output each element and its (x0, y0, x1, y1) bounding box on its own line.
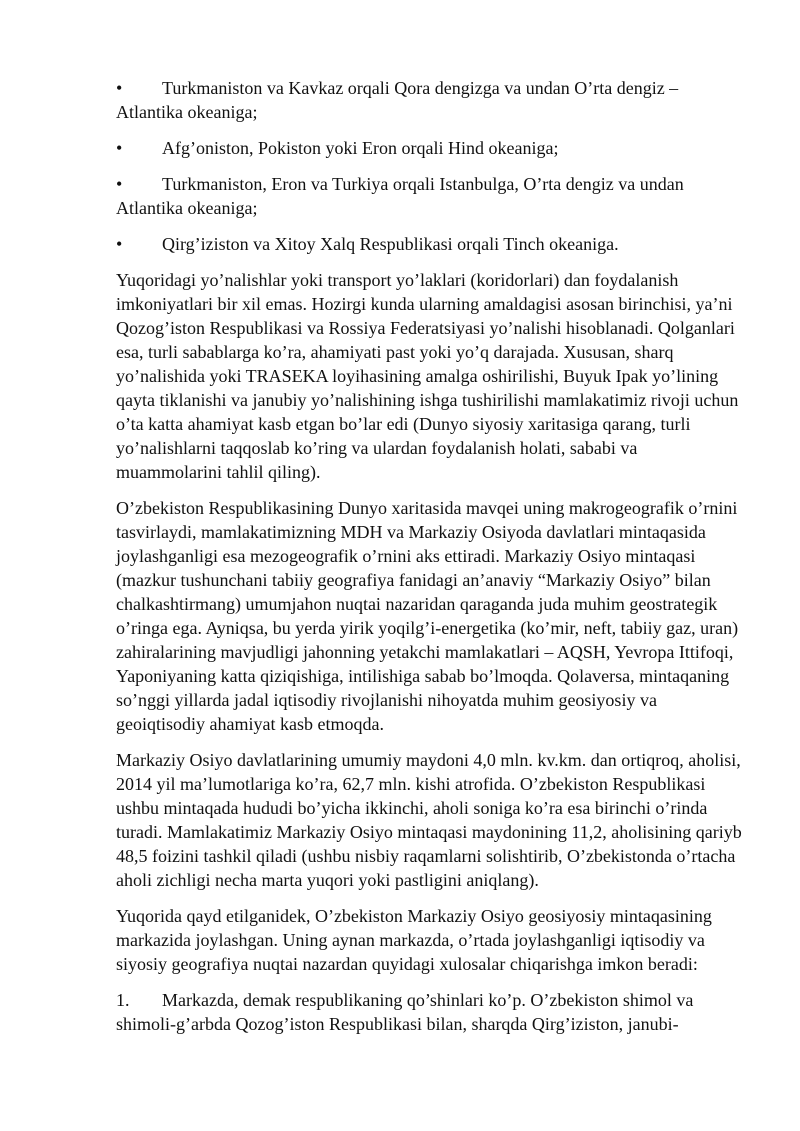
bullet-item (116, 172, 745, 220)
bullet-text: Qirg’iziston va Xitoy Xalq Respublikasi orqali Tinch okeaniga. (162, 234, 619, 254)
numbered-item (116, 988, 745, 1036)
paragraph-central-asia-stats: Markaziy Osiyo davlatlarining umumiy maydoni 4,0 mln. kv.km. dan ortiqroq, aholisi, 2014 yil ma’lumotlariga ko’ra, 62,7 mln. kishi atrofida. O’zbekiston Respublikasi ushbu mintaqada hududi bo’yicha ikkinchi, aholi soniga ko’ra esa birinchi o’rinda turadi. Mamlakatimiz Markaziy Osiyo mintaqasi maydonining 11,2, aholisining qariyb 48,5 foizini tashkil qiladi (ushbu nisbiy raqamlarni solishtirib, O’zbekistonda o’rtacha aholi zichligi necha marta yuqori yoki pastligini aniqlang). (116, 750, 742, 890)
paragraph-transport-corridors: Yuqoridagi yo’nalishlar yoki transport yo’laklari (koridorlari) dan foydalanish imkoniyatlari bir xil emas. Hozirgi kunda ularning amaldagisi asosan birinchisi, ya’ni Qozog’iston Respublikasi va Rossiya Federatsiyasi yo’nalishi hisoblanadi. Qolganlari esa, turli sabablarga ko’ra, ahamiyati past yoki yo’q darajada. Xususan, sharq yo’nalishida yoki TRASEKA loyihasining amalga oshirilishi, Buyuk Ipak yo’lining qayta tiklanishi va janubiy yo’nalishining ishga tushirilishi mamlakatimiz rivoji uchun o’ta katta ahamiyat kasb etgan bo’lar edi (Dunyo siyosiy xaritasiga qarang, turli yo’nalishlarni taqqoslab ko’ring va ulardan foydalanish holati, sababi va muammolarini tahlil qiling). (116, 270, 739, 482)
bullet-item (116, 76, 745, 124)
bullet-item (116, 136, 745, 160)
bullet-text: Turkmaniston, Eron va Turkiya orqali Istanbulga, O’rta dengiz va undan Atlantika okeaniga; (116, 174, 684, 218)
bullet-marker: • (116, 234, 123, 254)
bullet-item (116, 232, 745, 256)
bullet-marker: • (116, 78, 123, 98)
bullet-marker: • (116, 174, 123, 194)
item-number: 1. (116, 990, 130, 1010)
bullet-marker: • (116, 138, 123, 158)
numbered-item-text: Markazda, demak respublikaning qo’shinlari ko’p. O’zbekiston shimol va shimoli-g’arbda Qozog’iston Respublikasi bilan, sharqda Qirg’iziston, janubi- (116, 990, 694, 1034)
paragraph-geographic-position: O’zbekiston Respublikasining Dunyo xaritasida mavqei uning makrogeografik o’rnini tasvirlaydi, mamlakatimizning MDH va Markaziy Osiyoda davlatlari mintaqasida joylashganligi esa mezogeografik o’rnini aks ettiradi. Markaziy Osiyo mintaqasi (mazkur tushunchani tabiiy geografiya fanidagi an’anaviy “Markaziy Osiyo” bilan chalkashtirmang) umumjahon nuqtai nazaridan qaraganda juda muhim geostrategik o’ringa ega. Ayniqsa, bu yerda yirik yoqilg’i-energetika (ko’mir, neft, tabiiy gaz, uran) zahiralarining mavjudligi jahonning yetakchi mamlakatlari – AQSH, Yevropa Ittifoqi, Yaponiyaning katta qiziqishiga, intilishiga sabab bo’lmoqda. Qolaversa, mintaqaning so’nggi yillarda jadal iqtisodiy rivojlanishi nihoyatda muhim geosiyosiy va geoiqtisodiy ahamiyat kasb etmoqda. (116, 498, 739, 734)
bullet-text: Turkmaniston va Kavkaz orqali Qora dengizga va undan O’rta dengiz – Atlantika okeaniga; (116, 78, 679, 122)
bullet-text: Afg’oniston, Pokiston yoki Eron orqali Hind okeaniga; (162, 138, 559, 158)
paragraph-central-location: Yuqorida qayd etilganidek, O’zbekiston Markaziy Osiyo geosiyosiy mintaqasining markazida joylashgan. Uning aynan markazda, o’rtada joylashganligi iqtisodiy va siyosiy geografiya nuqtai nazardan quyidagi xulosalar chiqarishga imkon beradi: (116, 906, 712, 974)
